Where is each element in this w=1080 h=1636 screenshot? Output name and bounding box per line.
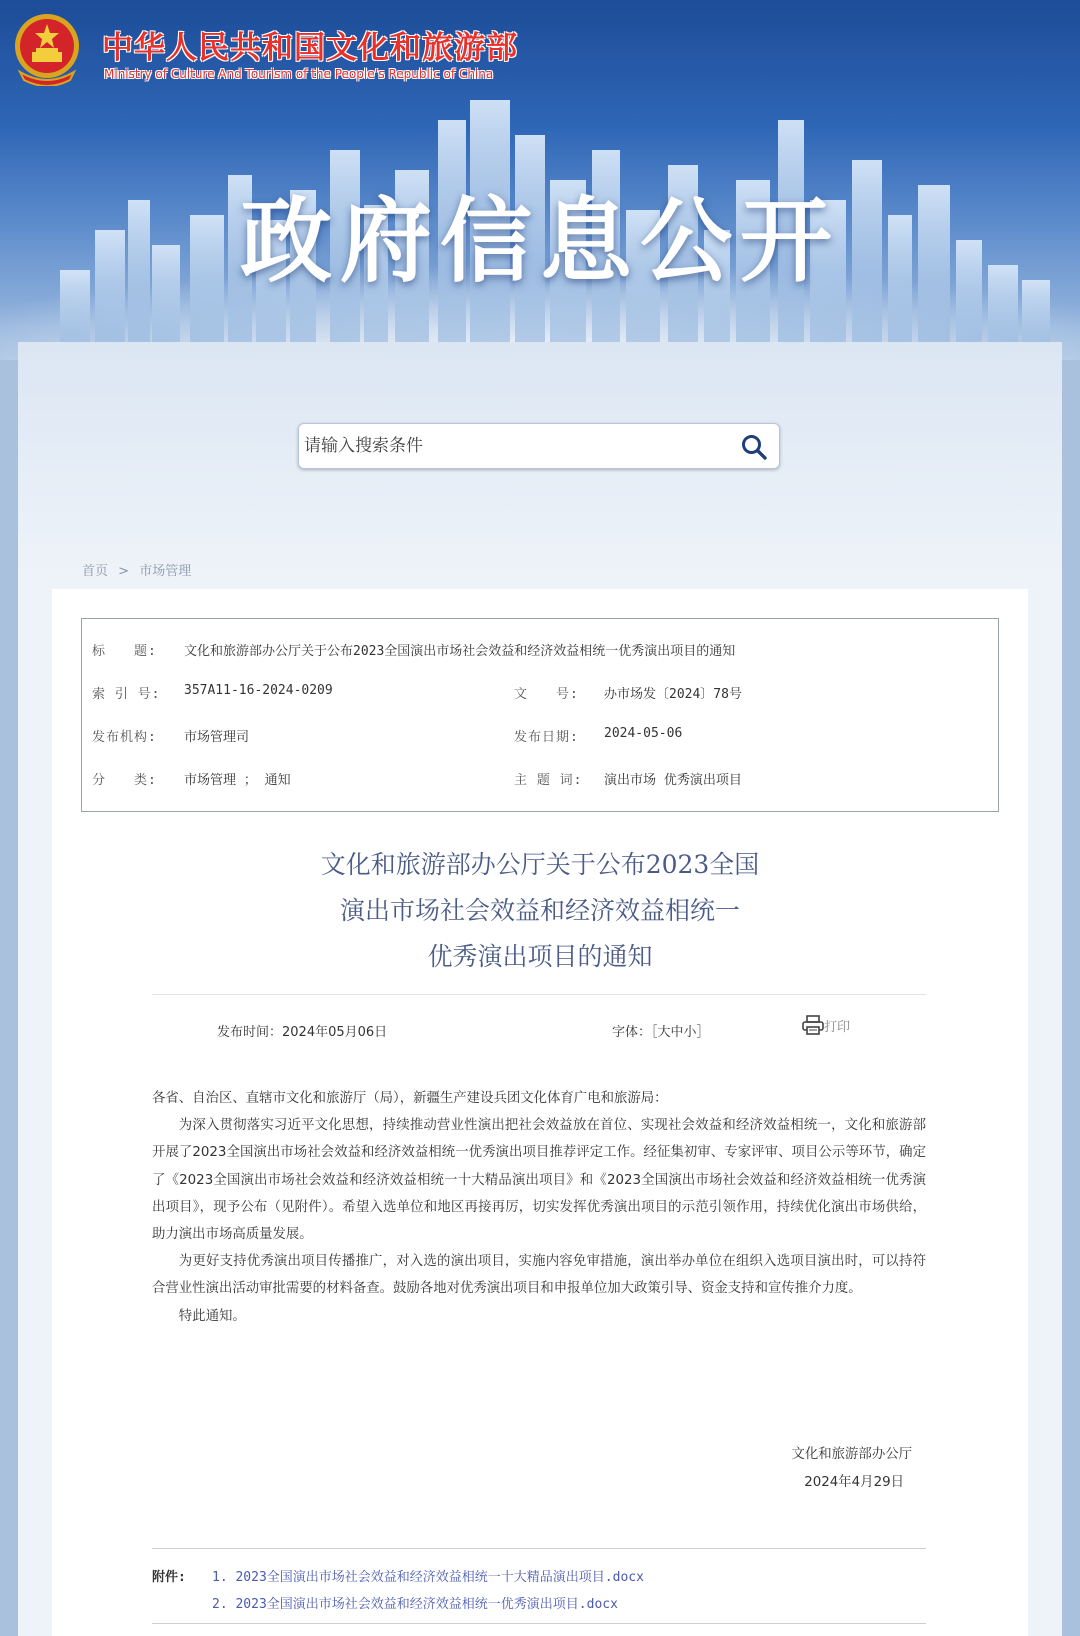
document-body bbox=[152, 1085, 926, 1330]
org-name-en[interactable]: Ministry of Culture And Tourism of the People’s Republic of China bbox=[104, 67, 494, 81]
attachment-link[interactable]: 1. 2023全国演出市场社会效益和经济效益相统一十大精品演出项目.docx bbox=[212, 1570, 644, 1585]
breadcrumb-home[interactable]: 首页 bbox=[82, 564, 109, 579]
search-icon bbox=[740, 433, 768, 461]
breadcrumb-separator: > bbox=[118, 564, 130, 579]
attachment-link[interactable]: 2. 2023全国演出市场社会效益和经济效益相统一优秀演出项目.docx bbox=[212, 1597, 618, 1612]
salutation: 各省、自治区、直辖市文化和旅游厅（局），新疆生产建设兵团文化体育广电和旅游局： bbox=[152, 1091, 668, 1106]
document-meta-table bbox=[81, 618, 999, 812]
print-label: 打印 bbox=[824, 1019, 851, 1035]
meta-subject-value: 演出市场 优秀演出项目 bbox=[604, 773, 742, 788]
national-emblem-icon bbox=[12, 12, 82, 86]
breadcrumb-current[interactable]: 市场管理 bbox=[139, 564, 192, 579]
signature-org: 文化和旅游部办公厅 bbox=[791, 1447, 912, 1462]
document-info-bar bbox=[152, 994, 926, 1042]
printer-icon bbox=[802, 1015, 824, 1035]
header-banner bbox=[0, 0, 1080, 360]
meta-category-value: 市场管理 ； 通知 bbox=[184, 773, 291, 788]
document-title-line: 优秀演出项目的通知 bbox=[427, 942, 653, 971]
meta-title-value: 文化和旅游部办公厅关于公布2023全国演出市场社会效益和经济效益相统一优秀演出项目的通知 bbox=[184, 644, 736, 659]
meta-publisher-value: 市场管理司 bbox=[184, 730, 250, 745]
search-box bbox=[298, 423, 780, 469]
search-input[interactable] bbox=[304, 430, 714, 462]
banner-title: 政府信息公开 bbox=[239, 188, 840, 295]
document-title-line: 演出市场社会效益和经济效益相统一 bbox=[339, 896, 740, 925]
meta-subject-label: 主 题 词: bbox=[514, 773, 583, 788]
meta-date-value: 2024-05-06 bbox=[604, 726, 683, 741]
attachments bbox=[152, 1548, 926, 1624]
meta-title-label: 标 题: bbox=[92, 644, 157, 659]
body-paragraph: 为深入贯彻落实习近平文化思想，持续推动营业性演出把社会效益放在首位、实现社会效益和经济效益相统一，文化和旅游部开展了2023全国演出市场社会效益和经济效益相统一优秀演出项目推荐评定工作。经征集初审、专家评审、项目公示等环节，确定了《2023全国演出市场社会效益和经济效益相统一十大精品演出项目》和《2023全国演出市场社会效益和经济效益相统一优秀演出项目》，现予公布（见附件）。希望入选单位和地区再接再厉，切实发挥优秀演出项目的示范引领作用，持续优化演出市场供给，助力演出市场高质量发展。 bbox=[152, 1118, 926, 1243]
org-name-cn[interactable]: 中华人民共和国文化和旅游部 bbox=[102, 30, 518, 66]
meta-index-label: 索 引 号: bbox=[92, 687, 161, 702]
meta-doc-no-label: 文 号: bbox=[514, 687, 579, 702]
publish-time: 发布时间：2024年05月06日 bbox=[217, 1025, 388, 1040]
meta-doc-no-value: 办市场发〔2024〕78号 bbox=[604, 687, 742, 702]
print-button[interactable] bbox=[802, 1015, 850, 1035]
meta-publisher-label: 发布机构: bbox=[92, 730, 157, 745]
meta-index-value: 357A11-16-2024-0209 bbox=[184, 683, 333, 698]
search-button[interactable] bbox=[737, 430, 771, 464]
signature-date: 2024年4月29日 bbox=[804, 1475, 904, 1490]
meta-date-label: 发布日期: bbox=[514, 730, 579, 745]
body-paragraph: 为更好支持优秀演出项目传播推广，对入选的演出项目，实施内容免审措施，演出举办单位在组织入选项目演出时，可以持符合营业性演出活动审批需要的材料备查。鼓励各地对优秀演出项目和申报单位加大政策引导、资金支持和宣传推介力度。 bbox=[152, 1254, 926, 1297]
closing: 特此通知。 bbox=[178, 1308, 246, 1324]
font-size-selector[interactable]: 字体：［大中小］ bbox=[612, 1025, 710, 1040]
document-title bbox=[0, 842, 1080, 980]
breadcrumb bbox=[82, 560, 197, 579]
attachments-label: 附件: bbox=[152, 1570, 186, 1585]
meta-category-label: 分 类: bbox=[92, 773, 157, 788]
document-title-line: 文化和旅游部办公厅关于公布2023全国 bbox=[320, 850, 760, 879]
